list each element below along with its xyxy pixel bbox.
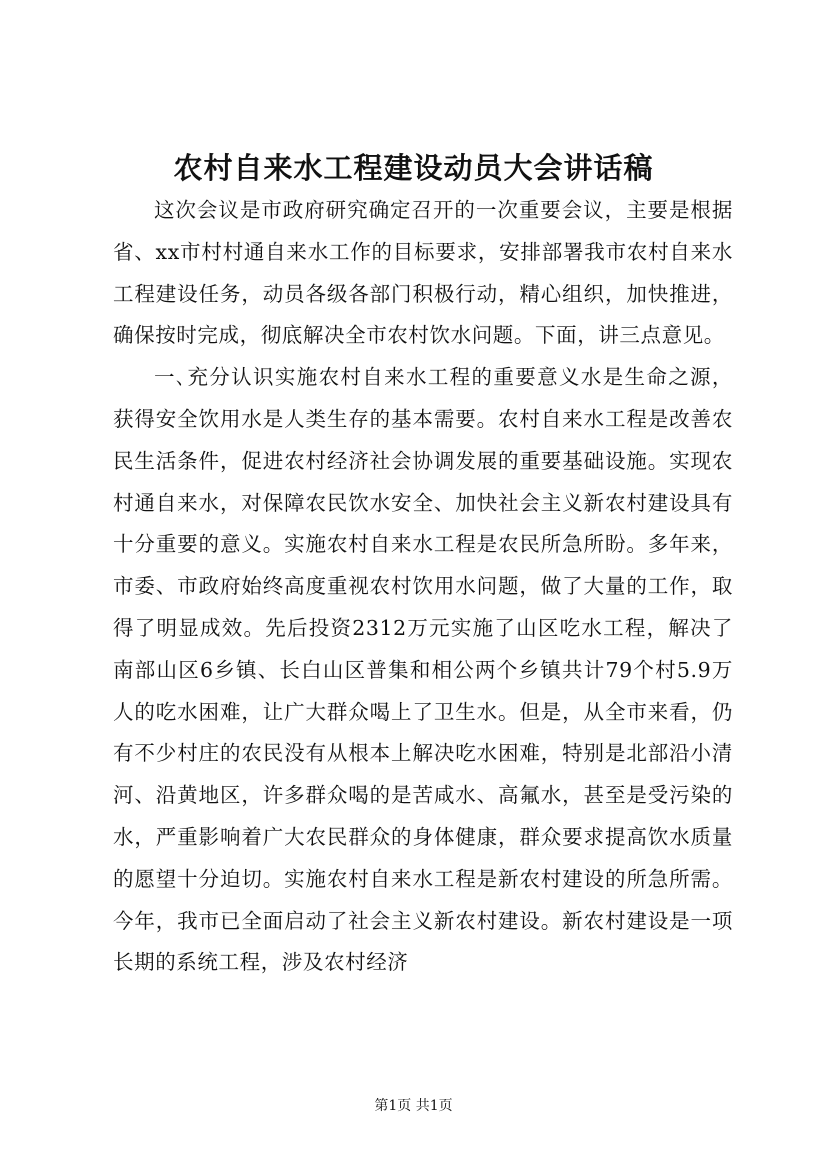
document-title: 农村自来水工程建设动员大会讲话稿 [173,151,654,185]
paragraph-section-one: 一､充分认识实施农村自来水工程的重要意义水是生命之源，获得安全饮用水是人类生存的基本需要。农村自来水工程是改善农民生活条件，促进农村经济社会协调发展的重要基础设施。实现农村通自来水，对保障农民饮水安全、加快社会主义新农村建设具有十分重要的意义。实施农村自来水工程是农民所急所盼。多年来，市委、市政府始终高度重视农村饮用水问题，做了大量的工作，取得了明显成效。先后投资2312万元实施了山区吃水工程，解决了南部山区6乡镇、长白山区普集和相公两个乡镇共计79个村5.9万人的吃水困难，让广大群众喝上了卫生水。但是，从全市来看，仍有不少村庄的农民没有从根本上解决吃水困难，特别是北部沿小清河、沿黄地区，许多群众喝的是苦咸水、高氟水，甚至是受污染的水，严重影响着广大农民群众的身体健康，群众要求提高饮水质量的愿望十分迫切。实施农村自来水工程是新农村建设的所急所需。今年，我市已全面启动了社会主义新农村建设。新农村建设是一项长期的系统工程，涉及农村经济 [113,365,733,975]
document-body [113,190,733,984]
paragraph-intro: 这次会议是市政府研究确定召开的一次重要会议，主要是根据省、xx市村村通自来水工作的目标要求，安排部署我市农村自来水工程建设任务，动员各级各部门积极行动，精心组织，加快推进，确保按时完成，彻底解决全市农村饮水问题。下面，讲三点意见。 [113,198,733,348]
page-number-footer: 第1页 共1页 [374,1098,453,1114]
